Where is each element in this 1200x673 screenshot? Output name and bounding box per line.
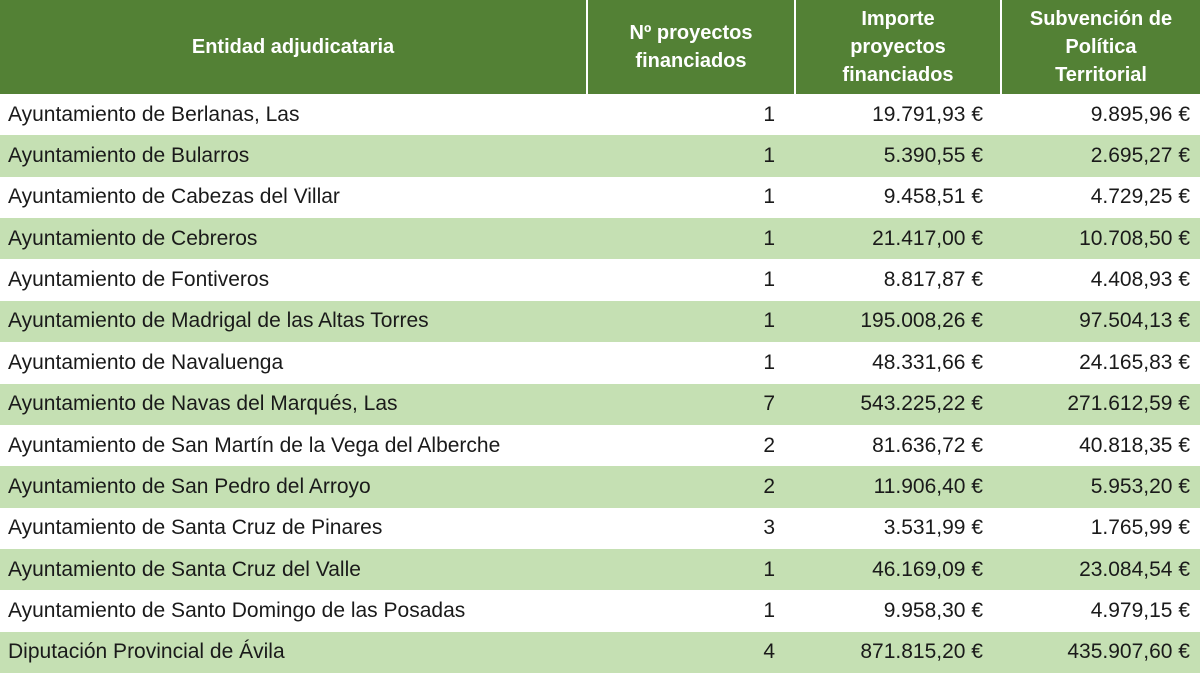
table-row: [0, 259, 1200, 300]
cell-entidad: Ayuntamiento de Santo Domingo de las Posadas: [0, 590, 587, 631]
cell-importe: 21.417,00 €: [795, 218, 1001, 259]
cell-num-proyectos: 2: [587, 425, 795, 466]
cell-importe: 9.958,30 €: [795, 590, 1001, 631]
cell-num-proyectos: 4: [587, 632, 795, 673]
cell-entidad: Ayuntamiento de Fontiveros: [0, 259, 587, 300]
cell-num-proyectos: 1: [587, 259, 795, 300]
table-row: [0, 177, 1200, 218]
cell-num-proyectos: 1: [587, 218, 795, 259]
cell-subvencion: 2.695,27 €: [1001, 135, 1200, 176]
cell-subvencion: 24.165,83 €: [1001, 342, 1200, 383]
table-row: [0, 632, 1200, 673]
table-row: [0, 218, 1200, 259]
cell-num-proyectos: 1: [587, 301, 795, 342]
table-row: [0, 94, 1200, 135]
cell-subvencion: 435.907,60 €: [1001, 632, 1200, 673]
cell-subvencion: 9.895,96 €: [1001, 94, 1200, 135]
cell-num-proyectos: 7: [587, 384, 795, 425]
cell-subvencion: 1.765,99 €: [1001, 508, 1200, 549]
table-row: [0, 301, 1200, 342]
cell-subvencion: 97.504,13 €: [1001, 301, 1200, 342]
header-subvencion-line: Territorial: [1055, 64, 1147, 86]
cell-num-proyectos: 2: [587, 466, 795, 507]
header-importe-line: proyectos: [850, 36, 946, 58]
header-importe-line: financiados: [842, 64, 954, 86]
cell-entidad: Ayuntamiento de Bularros: [0, 135, 587, 176]
cell-entidad: Ayuntamiento de San Pedro del Arroyo: [0, 466, 587, 507]
cell-importe: 5.390,55 €: [795, 135, 1001, 176]
cell-entidad: Ayuntamiento de Santa Cruz de Pinares: [0, 508, 587, 549]
cell-entidad: Diputación Provincial de Ávila: [0, 632, 587, 673]
cell-subvencion: 40.818,35 €: [1001, 425, 1200, 466]
cell-subvencion: 5.953,20 €: [1001, 466, 1200, 507]
table-row: [0, 508, 1200, 549]
cell-num-proyectos: 1: [587, 549, 795, 590]
cell-importe: 19.791,93 €: [795, 94, 1001, 135]
cell-subvencion: 4.729,25 €: [1001, 177, 1200, 218]
header-num-proyectos-line: Nº proyectos: [629, 22, 753, 44]
table-row: [0, 384, 1200, 425]
cell-entidad: Ayuntamiento de Madrigal de las Altas Torres: [0, 301, 587, 342]
cell-importe: 81.636,72 €: [795, 425, 1001, 466]
cell-entidad: Ayuntamiento de Berlanas, Las: [0, 94, 587, 135]
cell-num-proyectos: 1: [587, 94, 795, 135]
table-row: [0, 466, 1200, 507]
cell-importe: 195.008,26 €: [795, 301, 1001, 342]
header-entidad: [0, 0, 587, 94]
cell-subvencion: 271.612,59 €: [1001, 384, 1200, 425]
cell-entidad: Ayuntamiento de Cabezas del Villar: [0, 177, 587, 218]
cell-importe: 543.225,22 €: [795, 384, 1001, 425]
cell-num-proyectos: 1: [587, 135, 795, 176]
header-subvencion: [1001, 0, 1200, 94]
cell-importe: 9.458,51 €: [795, 177, 1001, 218]
cell-subvencion: 4.979,15 €: [1001, 590, 1200, 631]
cell-entidad: Ayuntamiento de Santa Cruz del Valle: [0, 549, 587, 590]
header-num-proyectos-line: financiados: [635, 50, 747, 72]
table-row: [0, 590, 1200, 631]
cell-entidad: Ayuntamiento de Cebreros: [0, 218, 587, 259]
cell-importe: 8.817,87 €: [795, 259, 1001, 300]
table-header: [0, 0, 1200, 94]
cell-subvencion: 10.708,50 €: [1001, 218, 1200, 259]
cell-num-proyectos: 1: [587, 590, 795, 631]
table-row: [0, 425, 1200, 466]
cell-importe: 48.331,66 €: [795, 342, 1001, 383]
cell-num-proyectos: 3: [587, 508, 795, 549]
header-subvencion-line: Política: [1065, 36, 1137, 58]
header-importe-line: Importe: [861, 8, 935, 30]
header-entidad-line: Entidad adjudicataria: [191, 36, 395, 58]
cell-entidad: Ayuntamiento de San Martín de la Vega del Alberche: [0, 425, 587, 466]
cell-importe: 11.906,40 €: [795, 466, 1001, 507]
cell-num-proyectos: 1: [587, 177, 795, 218]
cell-subvencion: 4.408,93 €: [1001, 259, 1200, 300]
table-row: [0, 135, 1200, 176]
header-num-proyectos: [587, 0, 795, 94]
cell-importe: 46.169,09 €: [795, 549, 1001, 590]
cell-subvencion: 23.084,54 €: [1001, 549, 1200, 590]
table-body: [0, 94, 1200, 673]
table-row: [0, 342, 1200, 383]
cell-importe: 3.531,99 €: [795, 508, 1001, 549]
table-row: [0, 549, 1200, 590]
cell-entidad: Ayuntamiento de Navas del Marqués, Las: [0, 384, 587, 425]
cell-num-proyectos: 1: [587, 342, 795, 383]
cell-entidad: Ayuntamiento de Navaluenga: [0, 342, 587, 383]
cell-importe: 871.815,20 €: [795, 632, 1001, 673]
header-row: [0, 0, 1200, 94]
header-subvencion-line: Subvención de: [1029, 8, 1173, 30]
header-importe: [795, 0, 1001, 94]
